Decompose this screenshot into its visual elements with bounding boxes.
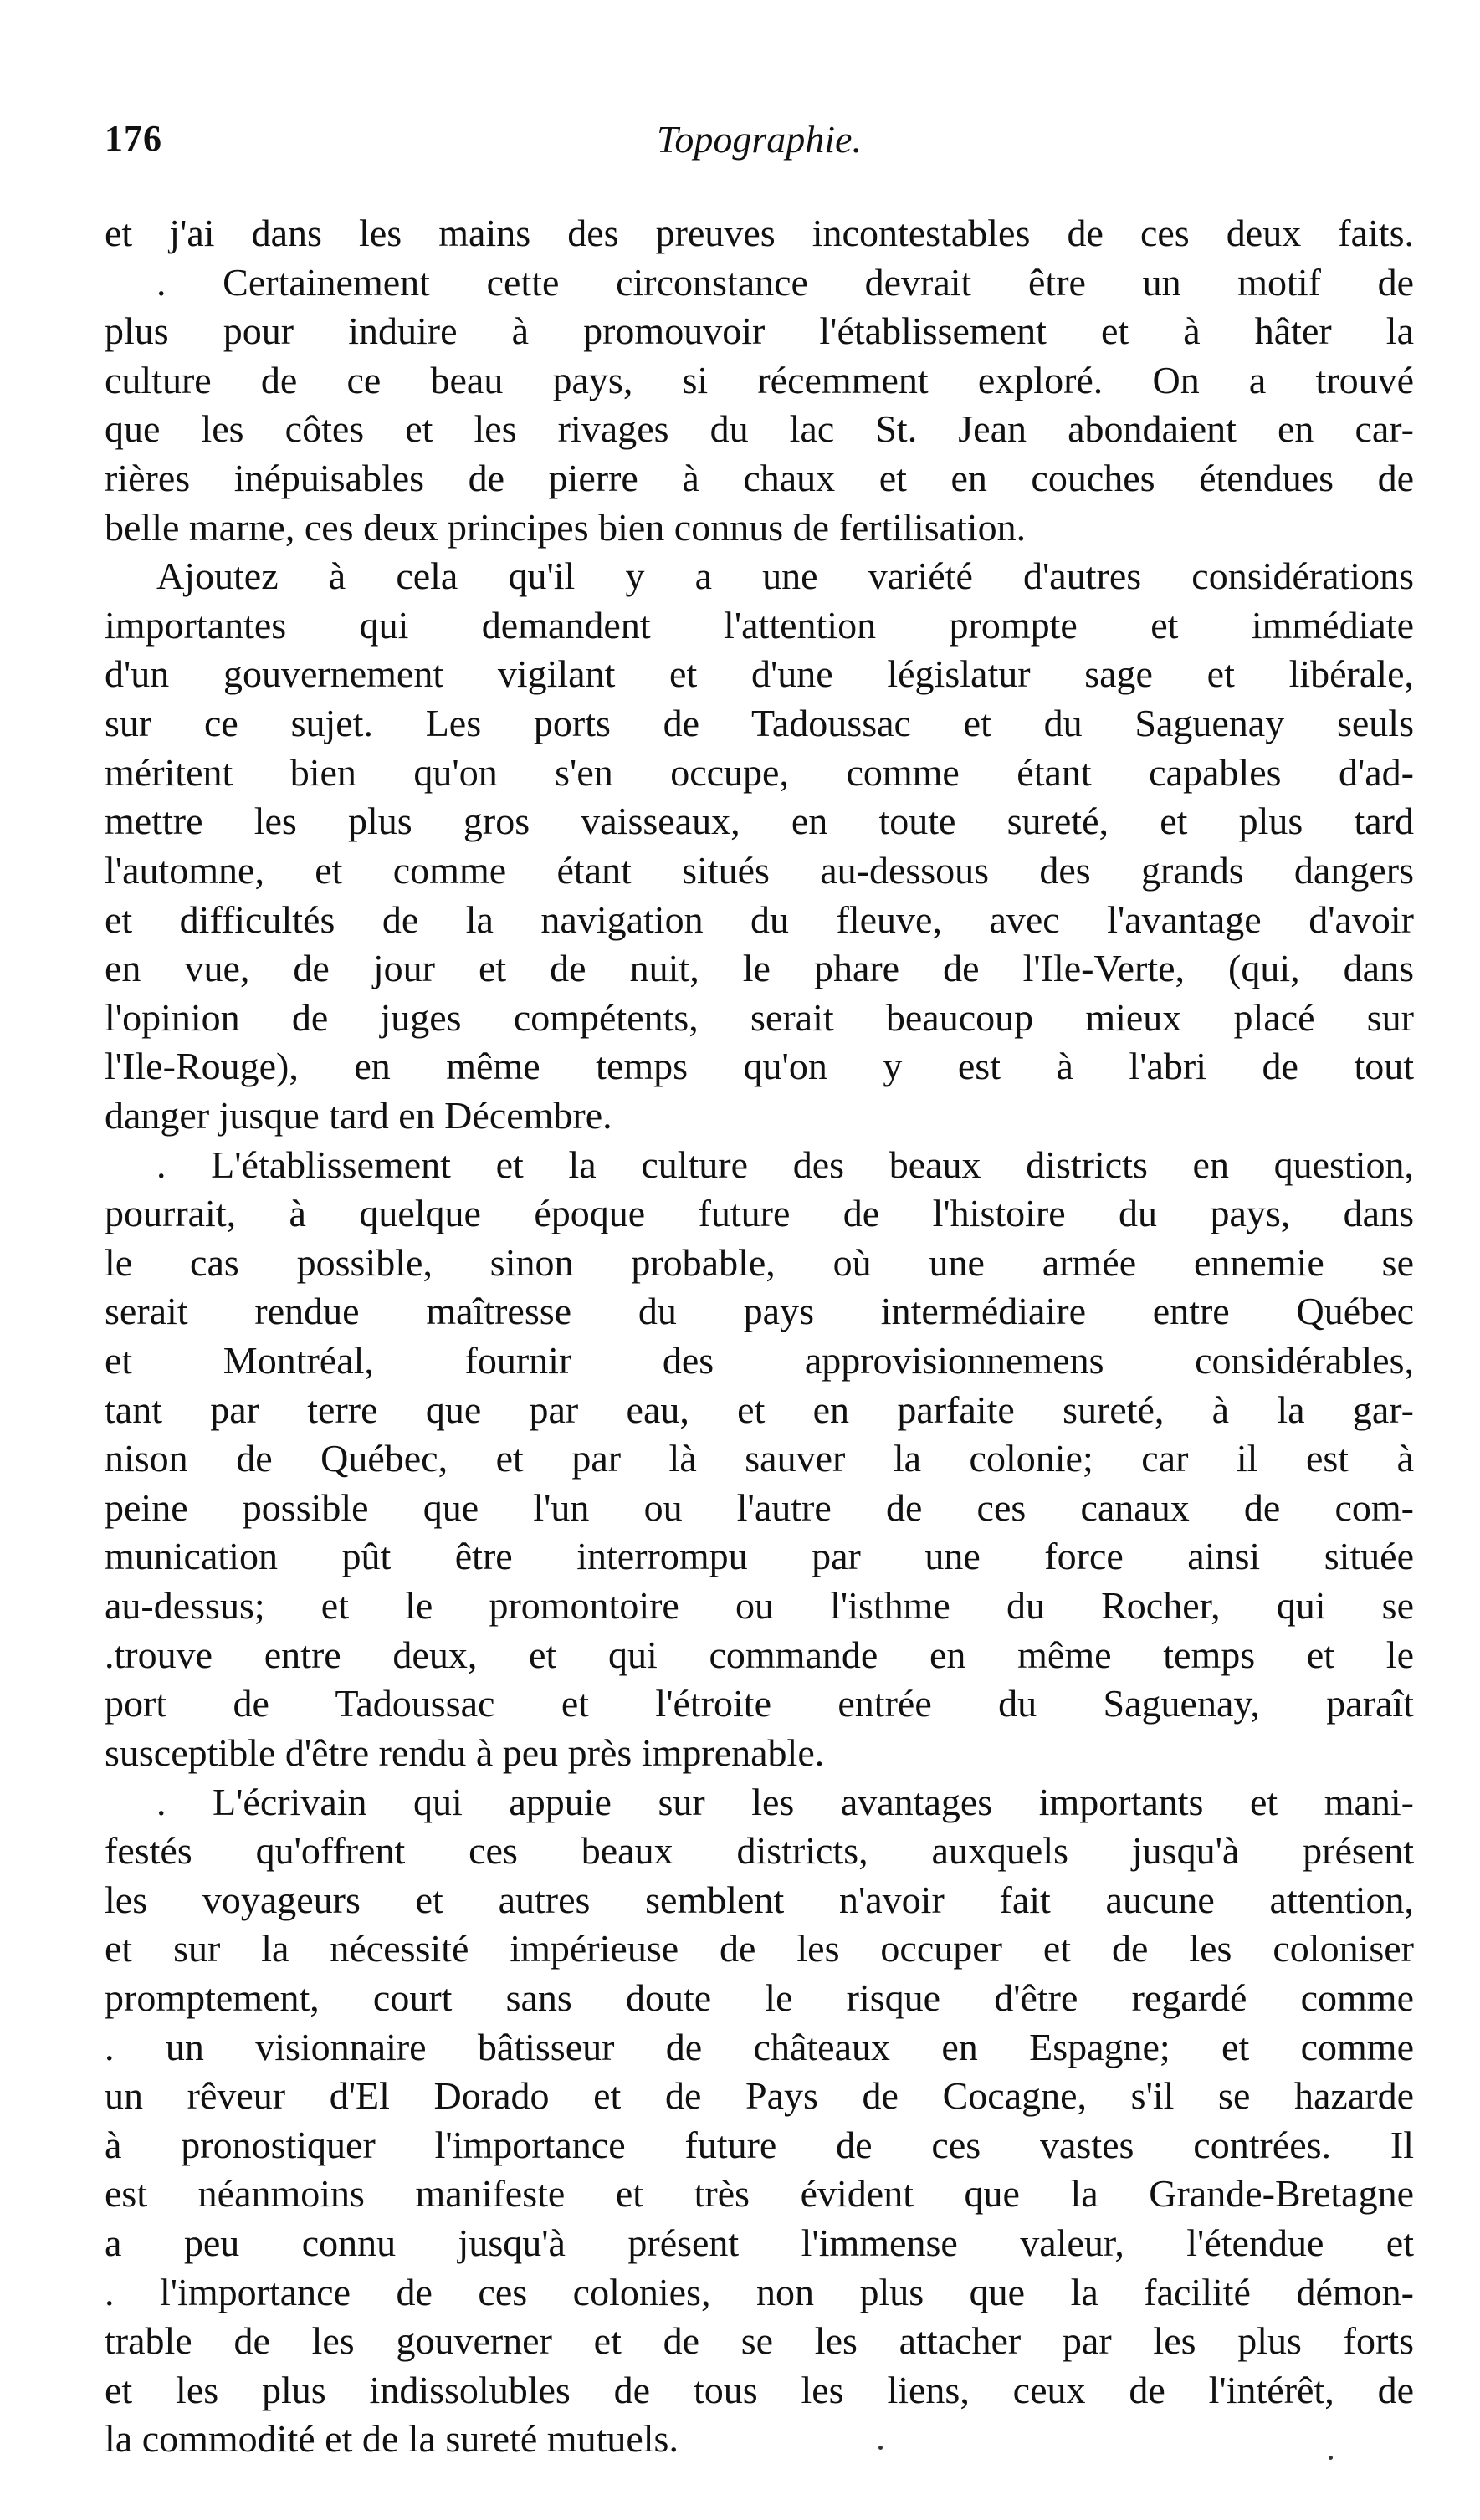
text-line: peine possible que l'un ou l'autre de ces canaux de com-: [105, 1485, 1414, 1529]
text-line: danger jusque tard en Décembre.: [105, 1093, 612, 1137]
text-line: l'opinion de juges compétents, serait beaucoup mieux placé sur: [105, 995, 1414, 1039]
text-line: . l'importance de ces colonies, non plus que la facilité démon-: [105, 2270, 1414, 2313]
text-line: au-dessus; et le promontoire ou l'isthme du Rocher, qui se: [105, 1584, 1414, 1628]
text-line: pourrait, à quelque époque future de l'histoire du pays, dans: [105, 1192, 1414, 1235]
text-line: le cas possible, sinon probable, où une armée ennemie se: [105, 1240, 1414, 1284]
text-line: susceptible d'être rendu à peu près imprenable.: [105, 1730, 825, 1774]
text-line: et les plus indissolubles de tous les liens, ceux de l'intérêt, de: [105, 2368, 1414, 2411]
text-line: d'un gouvernement vigilant et d'une législatur sage et libérale,: [105, 652, 1414, 696]
text-line: . un visionnaire bâtisseur de châteaux en Espagne; et comme: [105, 2025, 1414, 2068]
text-line: tant par terre que par eau, et en parfaite sureté, à la gar-: [105, 1388, 1414, 1431]
text-line: serait rendue maîtresse du pays intermédiaire entre Québec: [105, 1290, 1414, 1333]
text-line: belle marne, ces deux principes bien connus de fertilisation.: [105, 505, 1027, 549]
text-line: munication pût être interrompu par une force ainsi située: [105, 1535, 1414, 1578]
ink-speck: [1329, 2456, 1333, 2460]
text-line: promptement, court sans doute le risque d'être regardé comme: [105, 1976, 1414, 2019]
text-line: l'Ile-Rouge), en même temps qu'on y est à l'abri de tout: [105, 1045, 1414, 1088]
body-text: [105, 209, 1414, 2464]
text-line: et Montréal, fournir des approvisionnemens considérables,: [105, 1339, 1414, 1383]
text-line: port de Tadoussac et l'étroite entrée du Saguenay, paraît: [105, 1682, 1414, 1725]
text-line: et difficultés de la navigation du fleuve, avec l'avantage d'avoir: [105, 897, 1414, 941]
text-line: . Certainement cette circonstance devrait être un motif de: [156, 260, 1414, 304]
text-line: . L'écrivain qui appuie sur les avantages importants et mani-: [156, 1780, 1414, 1823]
text-line: Ajoutez à cela qu'il y a une variété d'autres considérations: [156, 555, 1414, 598]
text-line: nison de Québec, et par là sauver la colonie; car il est à: [105, 1437, 1414, 1480]
ink-speck: [878, 2446, 883, 2450]
text-line: à pronostiquer l'importance future de ces vastes contrées. Il: [105, 2123, 1414, 2166]
text-line: festés qu'offrent ces beaux districts, auxquels jusqu'à présent: [105, 1829, 1414, 1873]
text-line: et j'ai dans les mains des preuves incontestables de ces deux faits.: [105, 212, 1414, 254]
page-number: 176: [105, 118, 162, 159]
text-line: importantes qui demandent l'attention prompte et immédiate: [105, 603, 1414, 647]
text-line: que les côtes et les rivages du lac St. Jean abondaient en car-: [105, 407, 1414, 451]
text-line: est néanmoins manifeste et très évident que la Grande-Bretagne: [105, 2172, 1414, 2216]
text-line: un rêveur d'El Dorado et de Pays de Cocagne, s'il se hazarde: [105, 2074, 1414, 2118]
text-line: rières inépuisables de pierre à chaux et en couches étendues de: [105, 457, 1414, 500]
text-line: culture de ce beau pays, si récemment exploré. On a trouvé: [105, 358, 1414, 401]
page-header: [105, 117, 1414, 167]
text-line: sur ce sujet. Les ports de Tadoussac et du Saguenay seuls: [105, 702, 1414, 745]
text-line: la commodité et de la sureté mutuels.: [105, 2417, 679, 2461]
text-line: .trouve entre deux, et qui commande en même temps et le: [105, 1633, 1414, 1676]
text-line: et sur la nécessité impérieuse de les occuper et de les coloniser: [105, 1927, 1414, 1971]
text-line: les voyageurs et autres semblent n'avoir fait aucune attention,: [105, 1878, 1414, 1921]
text-line: mettre les plus gros vaisseaux, en toute sureté, et plus tard: [105, 800, 1414, 843]
text-line: en vue, de jour et de nuit, le phare de l'Ile-Verte, (qui, dans: [105, 947, 1414, 990]
text-line: a peu connu jusqu'à présent l'immense valeur, l'étendue et: [105, 2221, 1414, 2264]
text-line: plus pour induire à promouvoir l'établissement et à hâter la: [105, 309, 1414, 353]
text-line: méritent bien qu'on s'en occupe, comme étant capables d'ad-: [105, 750, 1414, 794]
text-line: . L'établissement et la culture des beaux districts en question,: [156, 1142, 1414, 1186]
text-line: l'automne, et comme étant situés au-dessous des grands dangers: [105, 848, 1414, 892]
running-title: Topographie.: [657, 118, 862, 161]
text-line: trable de les gouverner et de se les attacher par les plus forts: [105, 2319, 1414, 2363]
